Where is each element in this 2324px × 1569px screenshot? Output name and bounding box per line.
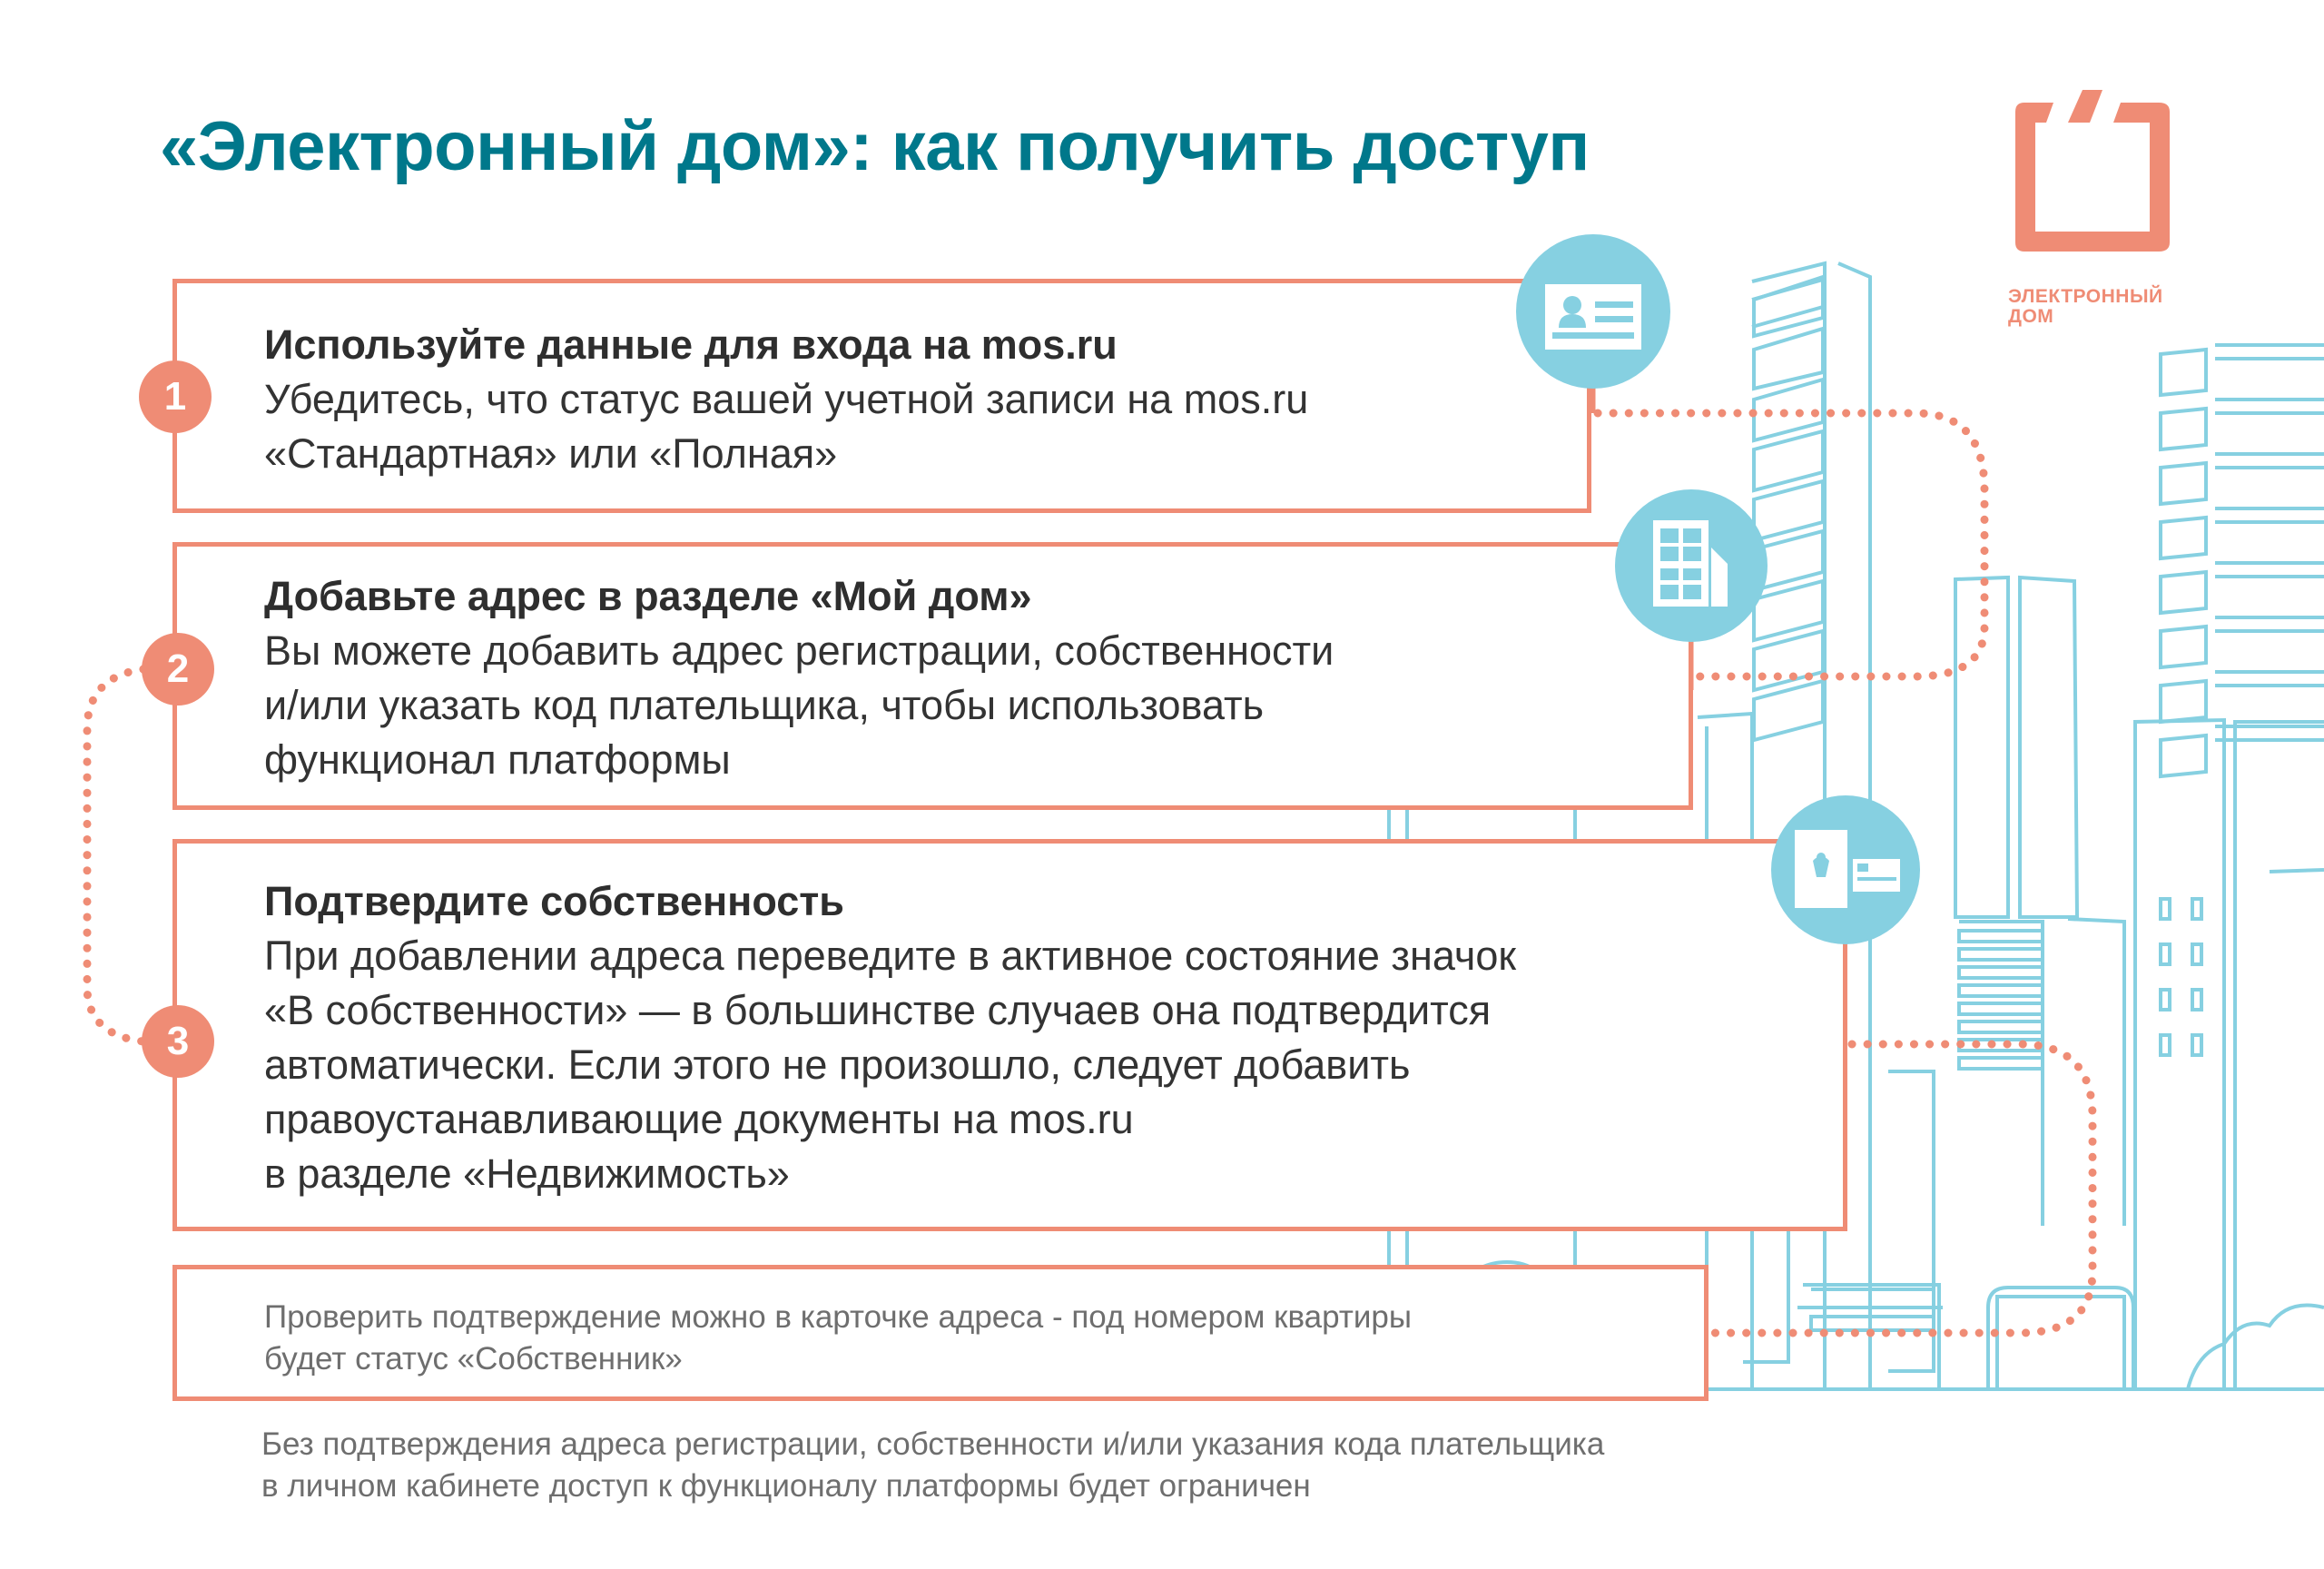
note-line-1: Проверить подтверждение можно в карточке адреса - под номером квартиры — [264, 1299, 1413, 1335]
id-card-icon — [1516, 234, 1670, 389]
step-3-card — [172, 839, 1847, 1231]
step-3-line-5: в разделе «Недвижимость» — [264, 1150, 790, 1197]
building-icon — [1615, 489, 1768, 642]
step-3-heading: Подтвердите собственность — [264, 878, 844, 924]
confirmation-note-card — [172, 1265, 1709, 1401]
passport-document-icon — [1771, 795, 1920, 944]
logo-text — [2008, 287, 2163, 327]
step-2-line-2: и/или указать код плательщика, чтобы использовать — [264, 682, 1265, 728]
step-2-card — [172, 542, 1693, 810]
step-3-line-2: «В собственности» — в большинстве случаев она подтвердится — [264, 987, 1492, 1033]
step-2-number-badge: 2 — [142, 633, 214, 706]
note-line-2: будет статус «Собственник» — [264, 1341, 683, 1377]
page-title: «Электронный дом»: как получить доступ — [160, 108, 1590, 185]
step-2-heading: Добавьте адрес в разделе «Мой дом» — [264, 573, 1032, 619]
step-3-number-badge: 3 — [142, 1005, 214, 1078]
step-2-line-1: Вы можете добавить адрес регистрации, собственности — [264, 627, 1334, 674]
logo-line-2: ДОМ — [2008, 306, 2054, 327]
step-2-line-3: функционал платформы — [264, 736, 731, 783]
step-1-number-badge: 1 — [139, 360, 212, 433]
footer-line-1: Без подтверждения адреса регистрации, собственности и/или указания кода плательщика — [261, 1426, 1605, 1462]
step-3-line-4: правоустанавливающие документы на mos.ru — [264, 1096, 1134, 1142]
step-1-card — [172, 279, 1591, 513]
step-3-line-1: При добавлении адреса переведите в активное состояние значок — [264, 933, 1517, 979]
electronic-house-logo-icon — [2006, 86, 2179, 268]
step-1-line-2: «Стандартная» или «Полная» — [264, 430, 838, 477]
footer-disclaimer — [261, 1424, 1604, 1507]
logo-line-1: ЭЛЕКТРОННЫЙ — [2008, 286, 2163, 307]
step-1-heading: Используйте данные для входа на mos.ru — [264, 321, 1118, 368]
step-1-line-1: Убедитесь, что статус вашей учетной записи на mos.ru — [264, 376, 1309, 422]
footer-line-2: в личном кабинете доступ к функционалу платформы будет ограничен — [261, 1468, 1311, 1504]
step-3-line-3: автоматически. Если этого не произошло, следует добавить — [264, 1041, 1411, 1088]
